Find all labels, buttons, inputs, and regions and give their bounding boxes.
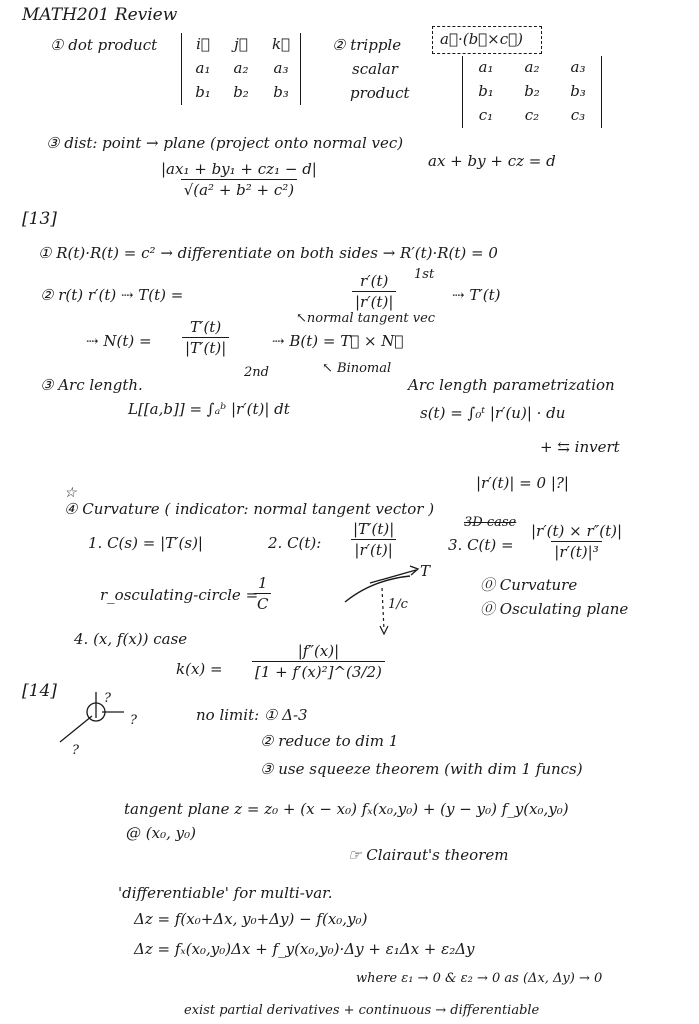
graph-curvature-denominator: [1 + f′(x)²]^(3/2) bbox=[252, 661, 385, 681]
matrix-cell: c₃ bbox=[570, 106, 586, 124]
curvature-3-denominator: |r′(t)|³ bbox=[551, 541, 601, 561]
star-icon: ☆ bbox=[64, 485, 77, 501]
matrix-cell: b₃ bbox=[570, 82, 586, 100]
direction-question-mark: ? bbox=[130, 713, 137, 728]
arc-parametrization-label: Arc length parametrization bbox=[408, 376, 615, 394]
delta-z-definition: Δz = f(x₀+Δx, y₀+Δy) − f(x₀,y₀) bbox=[134, 910, 368, 928]
curvature-graph-label: k(x) = bbox=[176, 660, 223, 678]
binormal-note: ↖ Binomal bbox=[322, 361, 392, 376]
curvature-formula-2: 2. C(t): bbox=[268, 534, 322, 552]
triple-product-label: product bbox=[350, 84, 410, 102]
constant-magnitude-note: ① R(t)·R(t) = c² → differentiate on both sides → R′(t)·R(t) = 0 bbox=[38, 244, 498, 262]
epsilon-condition: where ε₁ → 0 & ε₂ → 0 as (Δx, Δy) → 0 bbox=[356, 971, 603, 986]
matrix-cell: a₂ bbox=[233, 59, 249, 77]
matrix-cell: c₁ bbox=[478, 106, 494, 124]
unit-tangent-denominator: |r′(t)| bbox=[352, 291, 396, 311]
curvature-formula-3: 3. C(t) = bbox=[448, 536, 514, 554]
curvature-2-numerator: |T′(t)| bbox=[353, 520, 395, 538]
section-13-header: [13] bbox=[22, 209, 57, 229]
zero-speed-question: |r′(t)| = 0 |?| bbox=[476, 474, 569, 492]
direction-question-mark: ? bbox=[72, 743, 79, 758]
arc-parametrization-formula: s(t) = ∫₀ᵗ |r′(u)| · du bbox=[420, 404, 566, 422]
matrix-cell: b₁ bbox=[195, 83, 211, 101]
matrix-cell: a₂ bbox=[524, 58, 540, 76]
matrix-cell: j⃗ bbox=[234, 35, 248, 53]
triple-product-expr: a⃗·(b⃗×c⃗) bbox=[440, 30, 523, 48]
curvature-heading: ④ Curvature ( indicator: normal tangent vector ) bbox=[64, 500, 435, 518]
binormal-line: ⇢ B(t) = T⃗ × N⃗ bbox=[272, 332, 404, 350]
tangent-derivative-arrow: ⇢ T′(t) bbox=[452, 286, 501, 304]
unit-tangent-numerator: r′(t) bbox=[360, 272, 389, 290]
radius-one-over-c: 1/c bbox=[388, 597, 408, 612]
normal-tangent-note: ↖normal tangent vec bbox=[296, 311, 436, 326]
matrix-cell: a₁ bbox=[195, 59, 211, 77]
clairaut-theorem-note: ☞ Clairaut's theorem bbox=[348, 846, 509, 864]
matrix-cell: k⃗ bbox=[271, 35, 291, 53]
direction-question-mark: ? bbox=[104, 691, 111, 706]
plane-equation: ax + by + cz = d bbox=[428, 152, 556, 170]
tangent-plane-point: @ (x₀, y₀) bbox=[126, 824, 196, 842]
curvature-formula-1: 1. C(s) = |T′(s)| bbox=[88, 534, 203, 552]
matrix-cell: a₁ bbox=[478, 58, 494, 76]
matrix-cell: b₂ bbox=[524, 82, 540, 100]
curvature-2-denominator: |r′(t)| bbox=[351, 539, 395, 559]
tangent-vector-line: ② r(t) r′(t) ⇢ T(t) = bbox=[40, 286, 184, 304]
normal-denominator: |T′(t)| bbox=[182, 337, 229, 357]
matrix-cell: a₃ bbox=[570, 58, 586, 76]
delta-z-approximation: Δz = fₓ(x₀,y₀)Δx + f_y(x₀,y₀)·Δy + ε₁Δx + ε₂Δy bbox=[134, 940, 475, 958]
curvature-graph-formula bbox=[252, 642, 385, 681]
radius-numerator: 1 bbox=[257, 574, 268, 592]
radius-denominator: C bbox=[254, 593, 271, 613]
no-limit-method-1: no limit: ① Δ-3 bbox=[196, 706, 308, 724]
normal-vector-line: ⇢ N(t) = bbox=[86, 332, 152, 350]
triple-product-label: ② tripple bbox=[332, 36, 402, 54]
differentiable-heading: 'differentiable' for multi-var. bbox=[118, 884, 333, 902]
no-limit-method-2: ② reduce to dim 1 bbox=[260, 732, 399, 750]
matrix-cell: b₂ bbox=[233, 83, 249, 101]
matrix-cell: c₂ bbox=[524, 106, 540, 124]
section-14-header: [14] bbox=[22, 681, 57, 701]
normal-numerator: T′(t) bbox=[190, 318, 222, 336]
differentiability-criterion: exist partial derivatives + continuous → differentiable bbox=[184, 1003, 540, 1018]
distance-label: ③ dist: point → plane (project onto normal vec) bbox=[46, 134, 404, 152]
graph-curvature-numerator: |f″(x)| bbox=[297, 642, 340, 660]
osculating-plane-note: ⓪ Osculating plane bbox=[480, 600, 629, 618]
invert-note: + ⇆ invert bbox=[540, 438, 620, 456]
matrix-cell: a₃ bbox=[273, 59, 289, 77]
arc-length-formula: L[[a,b]] = ∫ₐᵇ |r′(t)| dt bbox=[128, 400, 290, 418]
matrix-cell: b₃ bbox=[273, 83, 289, 101]
osculating-radius-label: r_osculating-circle = bbox=[100, 586, 259, 604]
dot-product-label: ① dot product bbox=[50, 36, 158, 54]
no-limit-method-3: ③ use squeeze theorem (with dim 1 funcs) bbox=[260, 760, 583, 778]
matrix-cell: i⃗ bbox=[196, 35, 210, 53]
distance-denominator: √(a² + b² + c²) bbox=[181, 179, 297, 199]
triple-product-label: scalar bbox=[352, 60, 398, 78]
curvature-note: ⓪ Curvature bbox=[480, 576, 578, 594]
matrix-cell: b₁ bbox=[478, 82, 494, 100]
tangent-plane-equation: tangent plane z = z₀ + (x − x₀) fₓ(x₀,y₀) + (y − y₀) f_y(x₀,y₀) bbox=[124, 800, 569, 818]
arc-length-label: ③ Arc length. bbox=[40, 376, 143, 394]
curvature-3-numerator: |r′(t) × r″(t)| bbox=[531, 522, 623, 540]
3d-case-note: 3D case bbox=[464, 515, 517, 530]
tangent-T-label: T bbox=[420, 562, 431, 580]
page-title: MATH201 Review bbox=[22, 5, 178, 25]
second-order-label: 2nd bbox=[244, 365, 269, 380]
first-order-label: 1st bbox=[414, 267, 435, 282]
distance-numerator: |ax₁ + by₁ + cz₁ − d| bbox=[161, 160, 317, 178]
graph-case-label: 4. (x, f(x)) case bbox=[74, 630, 188, 648]
